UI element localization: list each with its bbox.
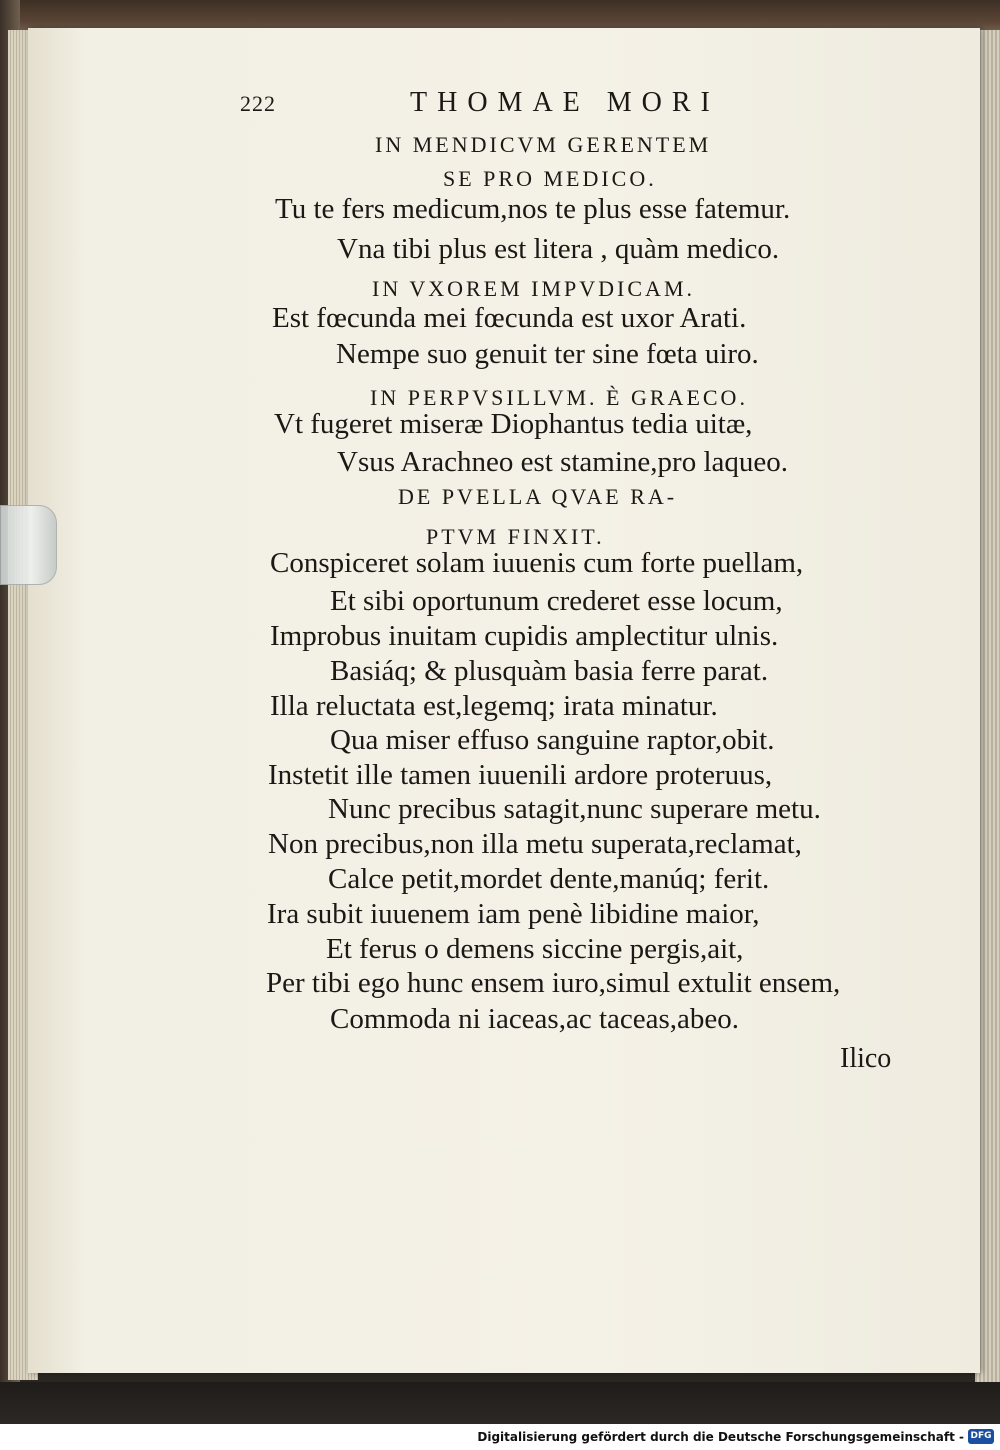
- verse-line: Improbus inuitam cupidis amplectitur ulnis.: [270, 620, 779, 652]
- verse-line: Commoda ni iaceas,ac taceas,abeo.: [330, 1003, 740, 1035]
- verse-line: Instetit ille tamen iuuenili ardore proteruus,: [268, 759, 773, 791]
- dfg-logo-icon: DFG: [968, 1429, 994, 1444]
- verse-line: Est fœcunda mei fœcunda est uxor Arati.: [272, 302, 747, 334]
- verse-line: Tu te fers medicum,nos te plus esse fatemur.: [275, 193, 791, 225]
- scan-bottom-band: [0, 1382, 1000, 1424]
- page-number: 222: [240, 91, 276, 116]
- catchword: Ilico: [840, 1043, 892, 1074]
- running-head: THOMAE MORI: [410, 87, 720, 118]
- verse-line: Nunc precibus satagit,nunc superare metu.: [328, 793, 821, 825]
- verse-line: Basiáq; & plusquàm basia ferre parat.: [330, 655, 769, 687]
- verse-line: Ira subit iuuenem iam penè libidine maior,: [267, 898, 760, 930]
- verse-line: Vsus Arachneo est stamine,pro laqueo.: [337, 446, 789, 478]
- epigram-heading: SE PRO MEDICO.: [443, 166, 657, 191]
- verse-line: Et sibi oportunum crederet esse locum,: [330, 585, 783, 617]
- verse-line: Non precibus,non illa metu superata,reclamat,: [268, 828, 802, 860]
- verse-line: Calce petit,mordet dente,manúq; ferit.: [328, 863, 770, 895]
- verse-line: Nempe suo genuit ter sine fœta uiro.: [336, 338, 759, 370]
- verse-line: Et ferus o demens siccine pergis,ait,: [326, 933, 744, 965]
- epigram-heading: IN VXOREM IMPVDICAM.: [372, 276, 696, 301]
- verse-line: Qua miser effuso sanguine raptor,obit.: [330, 724, 775, 756]
- verse-line: Per tibi ego hunc ensem iuro,simul extulit ensem,: [266, 967, 841, 999]
- epigram-heading: IN PERPVSILLVM. È GRAECO.: [370, 385, 748, 410]
- page-clip: [0, 505, 57, 585]
- footer-bar: [0, 1424, 1000, 1450]
- verse-line: Conspiceret solam iuuenis cum forte puellam,: [270, 547, 804, 579]
- verse-line: Vt fugeret miseræ Diophantus tedia uitæ,: [274, 408, 753, 440]
- funding-credit: Digitalisierung gefördert durch die Deutsche Forschungsgemeinschaft -: [477, 1430, 964, 1444]
- verse-line: Vna tibi plus est litera , quàm medico.: [337, 233, 780, 265]
- epigram-heading: IN MENDICVM GERENTEM: [375, 132, 712, 157]
- epigram-heading: DE PVELLA QVAE RA-: [398, 484, 678, 509]
- verse-line: Illa reluctata est,legemq; irata minatur.: [270, 690, 718, 722]
- epigram-heading: PTVM FINXIT.: [426, 524, 605, 549]
